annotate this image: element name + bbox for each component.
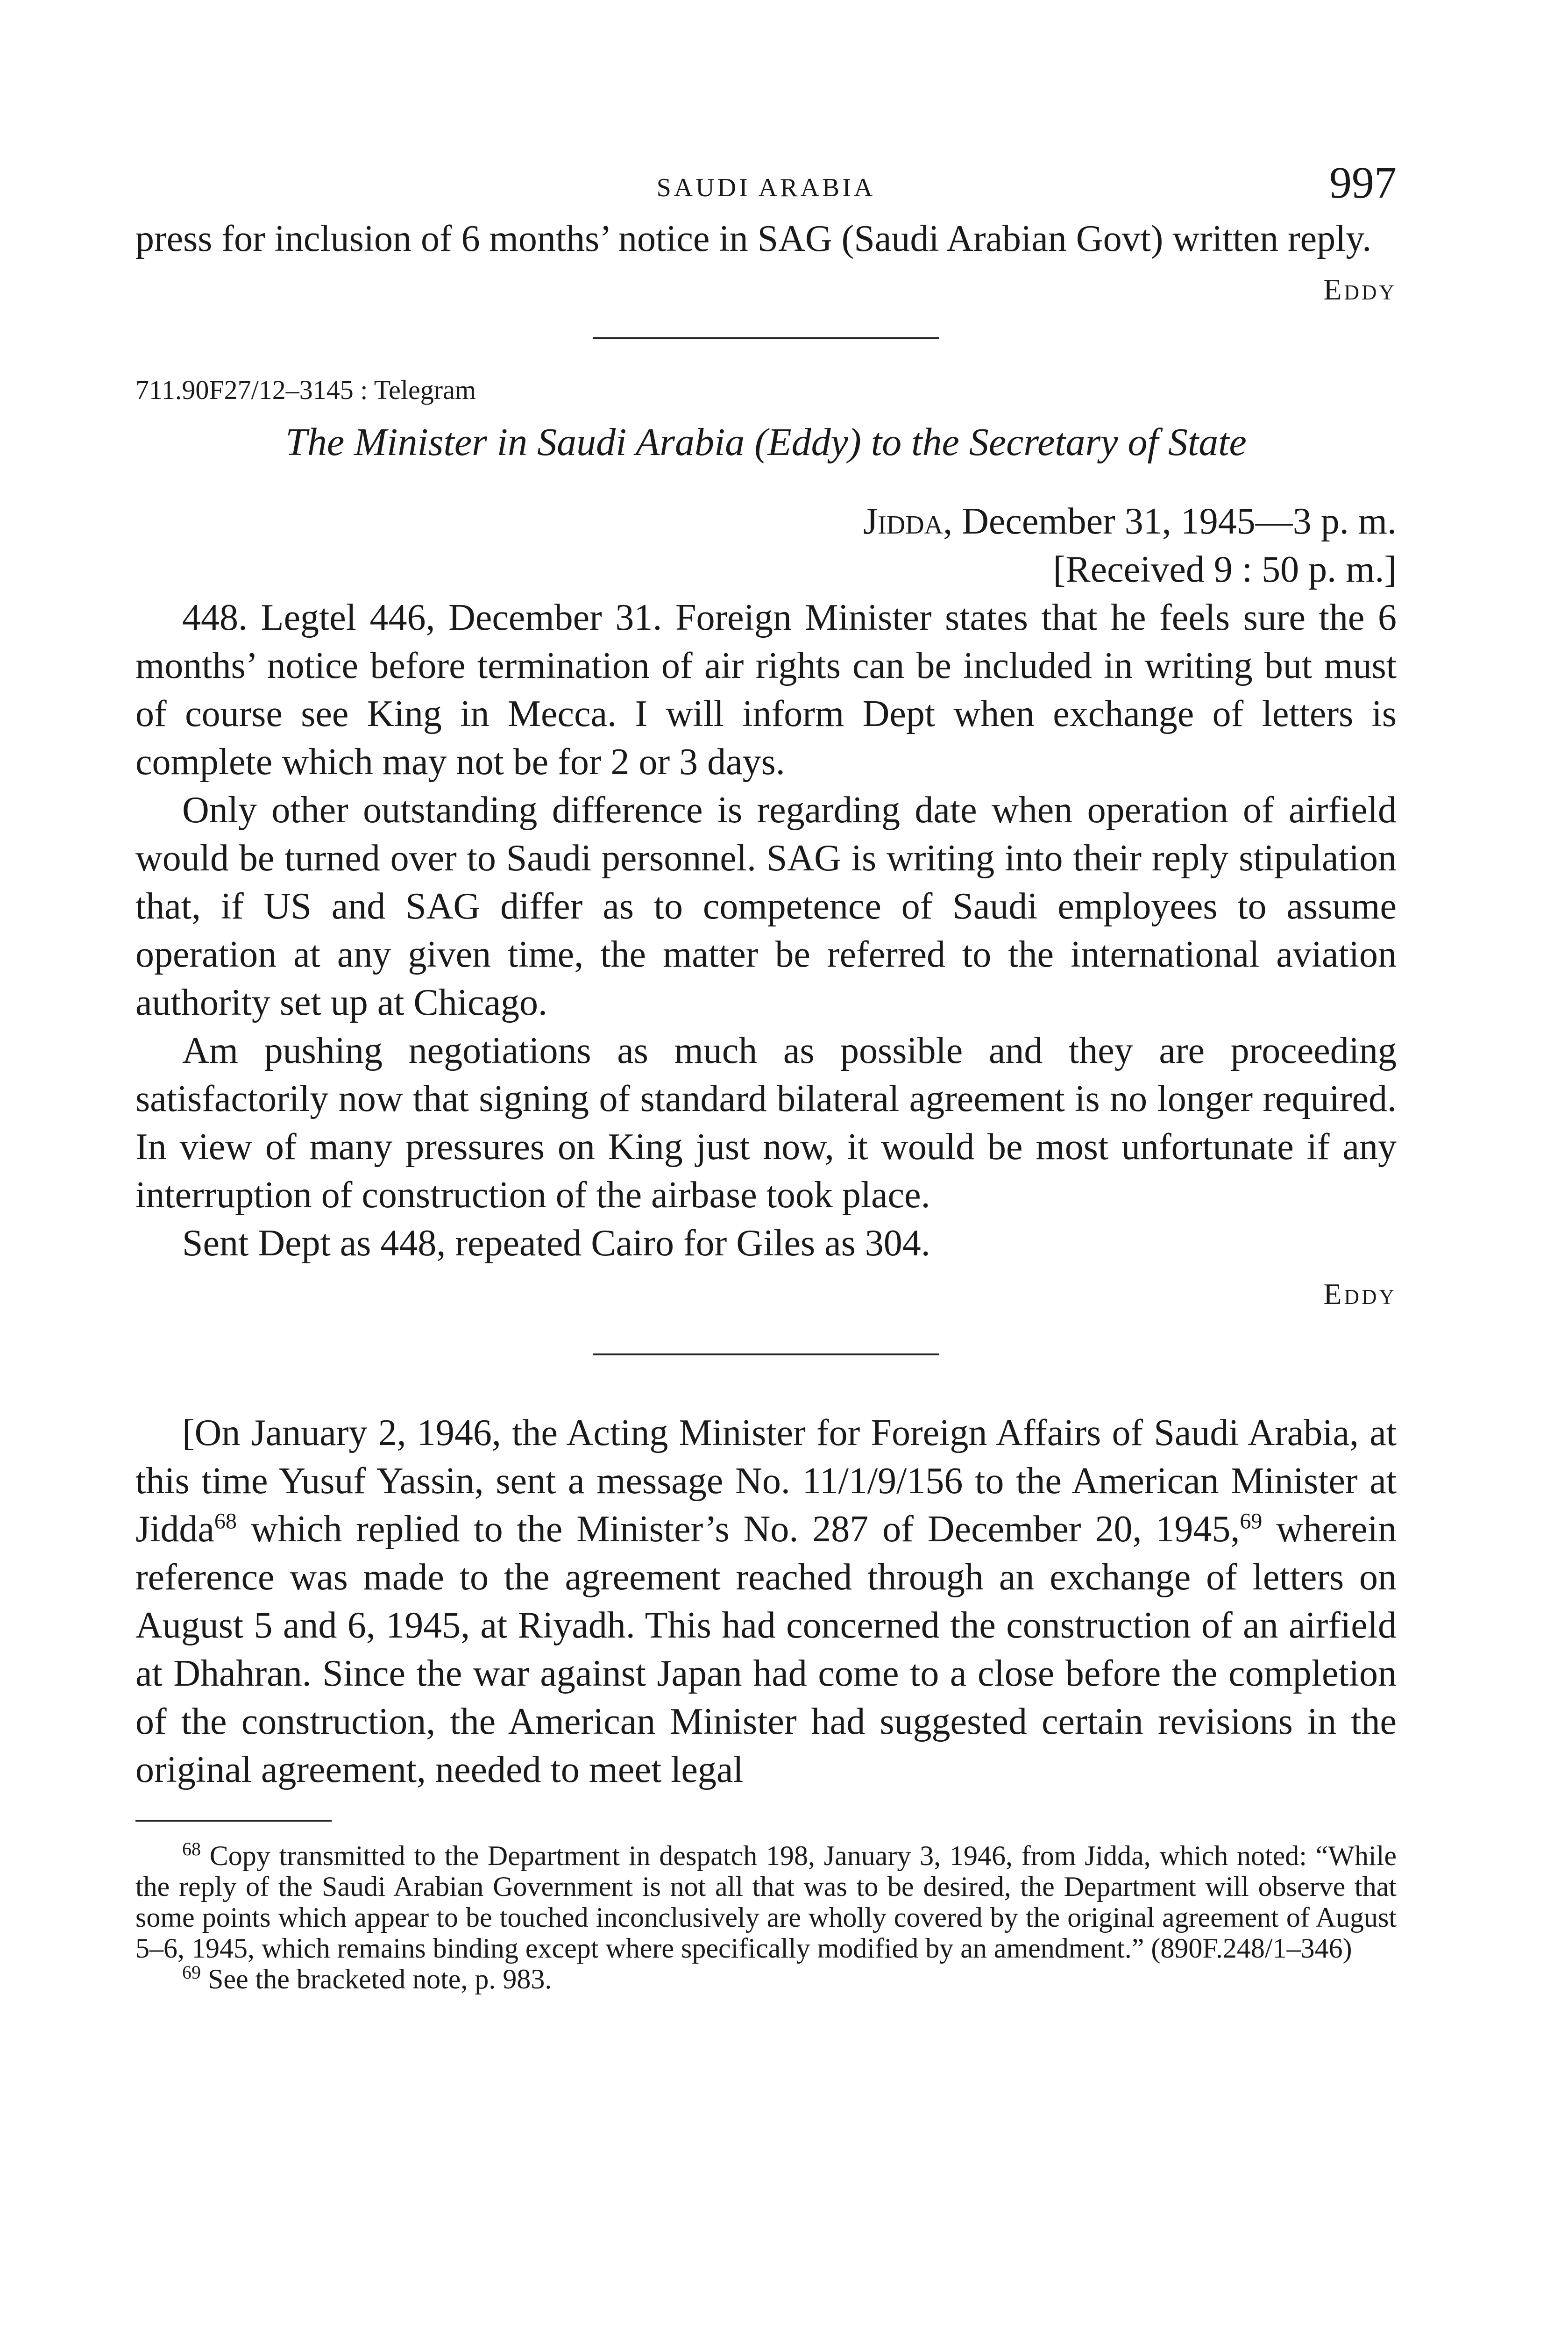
footnote <box>135 1840 1397 1964</box>
editorial-text: [On January 2, 1946, the Acting Minister for Foreign Affairs of Saudi Arabia, at this time Yusuf Yassin, sent a message No. 11/1/9/156 to the American Minister at Jidda <box>135 1412 1397 1550</box>
editorial-note <box>135 1409 1397 1794</box>
telegram-paragraph: Sent Dept as 448, repeated Cairo for Giles as 304. <box>182 1223 930 1264</box>
telegram-paragraph: Only other outstanding difference is regarding date when operation of airfield would be turned over to Saudi personnel. SAG is writing into their reply stipulation that, if US and SAG differ as to competence of Saudi employees to assume operation at any given time, the matter be referred to the international aviation authority set up at Chicago. <box>135 790 1397 1023</box>
document-title: The Minister in Saudi Arabia (Eddy) to the Secretary of State <box>285 420 1247 464</box>
telegram-paragraph: 448. Legtel 446, December 31. Foreign Minister states that he feels sure the 6 months’ notice before termination of air rights can be included in writing but must of course see King in Mecca. I will inform Dept when exchange of letters is complete which may not be for 2 or 3 days. <box>135 597 1397 783</box>
footnote-marker: 69 <box>182 1962 201 1983</box>
telegram-paragraph: Am pushing negotiations as much as possible and they are proceeding satisfactorily now that signing of standard bilateral agreement is no longer required. In view of many pressures on King just now, it would be most unfortunate if any interruption of construction of the airbase took place. <box>135 1030 1397 1216</box>
footnote-marker: 68 <box>182 1838 201 1859</box>
section-divider <box>593 1353 939 1355</box>
document-page <box>135 154 1397 1994</box>
footnote-text: Copy transmitted to the Department in despatch 198, January 3, 1946, from Jidda, which noted: “While the reply of the Saudi Arabian Government is not all that was to be desired, the Department will observe that some points which appear to be touched inconclusively are wholly covered by the original agreement of August 5–6, 1945, which remains binding except where specifically modified by an amendment.” (890F.248/1–346) <box>135 1840 1397 1964</box>
dateline-date: , December 31, 1945—3 p. m. <box>943 501 1397 542</box>
footnote-text: See the bracketed note, p. 983. <box>201 1964 552 1994</box>
file-reference: 711.90F27/12–3145 : Telegram <box>135 375 476 405</box>
section-divider <box>593 337 939 339</box>
footnote <box>135 1964 1397 1994</box>
telegram-signature: Eddy <box>1323 1277 1397 1310</box>
footnote-reference[interactable]: 68 <box>214 1509 237 1534</box>
continuation-signature: Eddy <box>1323 273 1397 306</box>
running-title: SAUDI ARABIA <box>656 173 876 202</box>
page-number: 997 <box>1329 157 1397 207</box>
running-header <box>135 154 1397 215</box>
continuation-paragraph: press for inclusion of 6 months’ notice in SAG (Saudi Arabian Govt) written reply. <box>135 218 1372 259</box>
received-line: [Received 9 : 50 p. m.] <box>1053 549 1397 590</box>
footnote-divider <box>135 1820 332 1822</box>
dateline-place: Jidda <box>863 501 944 542</box>
editorial-text: which replied to the Minister’s No. 287 of December 20, 1945, <box>236 1509 1240 1550</box>
editorial-text: wherein reference was made to the agreement reached through an exchange of letters on August 5 and 6, 1945, at Riyadh. This had concerned the construction of an airfield at Dhahran. Since the war against Japan had come to a close before the completion of the construction, the American Minister had suggested certain revisions in the original agreement, needed to meet legal <box>135 1509 1397 1790</box>
dateline <box>135 498 1397 546</box>
footnote-reference[interactable]: 69 <box>1240 1509 1263 1534</box>
